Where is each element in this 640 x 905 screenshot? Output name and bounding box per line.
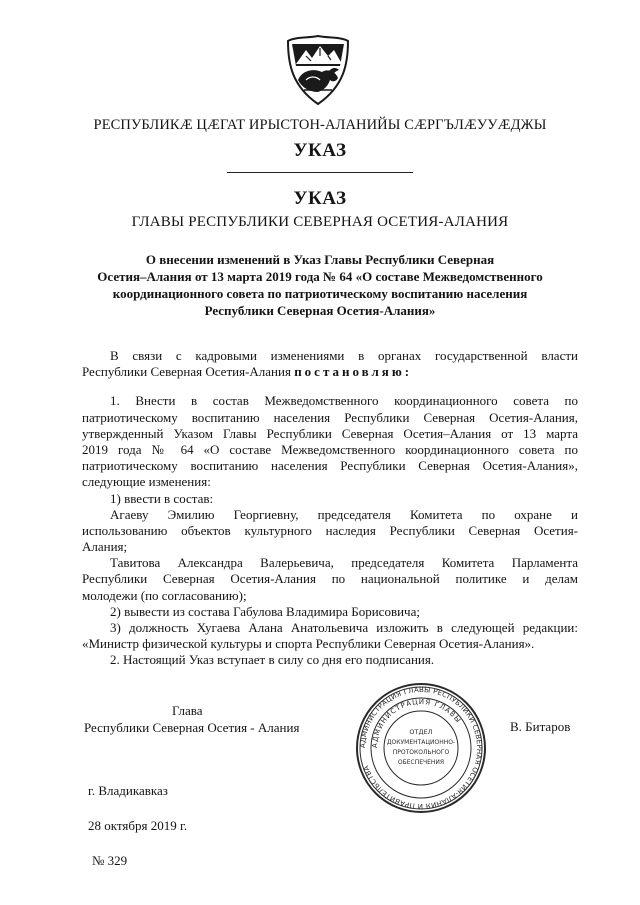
ageeva-line: Агаеву Эмилию Георгиевну, председателя Комитета по охране и [110, 506, 578, 522]
decree-heading-ossetian: УКАЗ [293, 140, 347, 161]
subitem-3-line: 3) должность Хугаева Алана Анатольевича изложить в следующей редакции: [110, 620, 578, 635]
preamble-line [82, 364, 578, 380]
seal-center-line: ПРОТОКОЛЬНОГО [392, 749, 450, 756]
subitem-2: 2) вывести из состава Габулова Владимира Борисовича; [110, 603, 420, 619]
seal-outer-text: АДМИНИСТРАЦИЯ ГЛАВЫ РЕСПУБЛИКИ СЕВЕРНАЯ ОСЕТИЯ-АЛАНИЯ И ПРАВИТЕЛЬСТВА [358, 685, 484, 811]
seal-center-line: ОТДЕЛ [409, 728, 433, 736]
paragraph-gap [82, 380, 578, 393]
subitem-1: 1) ввести в состав: [110, 490, 214, 506]
subject-line: Республики Северная Осетия-Алания» [204, 303, 436, 318]
signatory-position-line: Глава [172, 703, 203, 718]
subject-line: О внесении изменений в Указ Главы Республики Северная [145, 252, 495, 267]
ageeva-line: использованию объектов культурного наследия Республики Северная Осетия- [82, 522, 578, 538]
subject-line: Осетия–Алания от 13 марта 2019 года № 64 «О составе Межведомственного [97, 269, 543, 284]
tavitova-line: Республики Северная Осетия-Алания по национальной политике и делам [82, 571, 578, 587]
signatory-position [84, 702, 324, 736]
republic-name-ossetian: РЕСПУБЛИКӔ ЦӔГАТ ИРЫСТОН-АЛАНИЙЫ СӔРГЪЛӔУУӔДЖЫ [93, 117, 547, 133]
item1-line: следующие изменения: [82, 474, 211, 490]
preamble-text: Республики Северная Осетия-Алания [82, 364, 295, 380]
preamble-resolution: постановляю: [294, 364, 413, 380]
decree-date: 28 октября 2019 г. [88, 818, 188, 833]
tavitova-line: молодежи (по согласованию); [82, 587, 247, 603]
item1-line: патриотическому воспитанию населения Республики Северная Осетия-Алания», [82, 458, 578, 474]
decree-body [82, 348, 578, 669]
subitem-3-line: «Министр физической культуры и спорта Республики Северная Осетия-Алания». [82, 636, 535, 652]
head-of-republic-title: ГЛАВЫ РЕСПУБЛИКИ СЕВЕРНАЯ ОСЕТИЯ-АЛАНИЯ [131, 214, 509, 230]
decree-subject [96, 251, 544, 319]
item1-line: патриотическому воспитанию населения Республики Северная Осетия-Алания, [82, 409, 578, 425]
seal-middle-text: АДМИНИСТРАЦИЯ ГЛАВЫ [370, 697, 463, 749]
seal-center-line: ДОКУМЕНТАЦИОННО- [386, 739, 456, 746]
item1-line: 2019 года № 64 «О составе Межведомственного координационного совета по [82, 441, 578, 457]
tavitova-line: Тавитова Александра Валерьевича, председателя Комитета Парламента [110, 555, 578, 571]
item-2: 2. Настоящий Указ вступает в силу со дня его подписания. [110, 652, 435, 668]
place-of-signing: г. Владикавказ [88, 783, 168, 798]
signatory-name: В. Битаров [510, 719, 571, 734]
ageeva-line: Алания; [82, 539, 128, 555]
decree-heading-russian: УКАЗ [293, 188, 347, 209]
signatory-position-line: Республики Северная Осетия - Алания [84, 720, 300, 735]
item1-line: 1. Внести в состав Межведомственного координационного совета по [110, 393, 578, 409]
decree-number: № 329 [92, 853, 128, 868]
subject-line: координационного совета по патриотическому воспитанию населения [112, 286, 528, 301]
item1-line: утвержденный Указом Главы Республики Северная Осетия–Алания от 13 марта [82, 425, 578, 441]
seal-center-line: ОБЕСПЕЧЕНИЯ [397, 759, 445, 766]
coat-of-arms-icon [284, 34, 352, 106]
preamble-line: В связи с кадровыми изменениями в органах государственной власти [110, 348, 578, 363]
official-seal-icon [355, 682, 487, 814]
header-divider [227, 172, 413, 173]
